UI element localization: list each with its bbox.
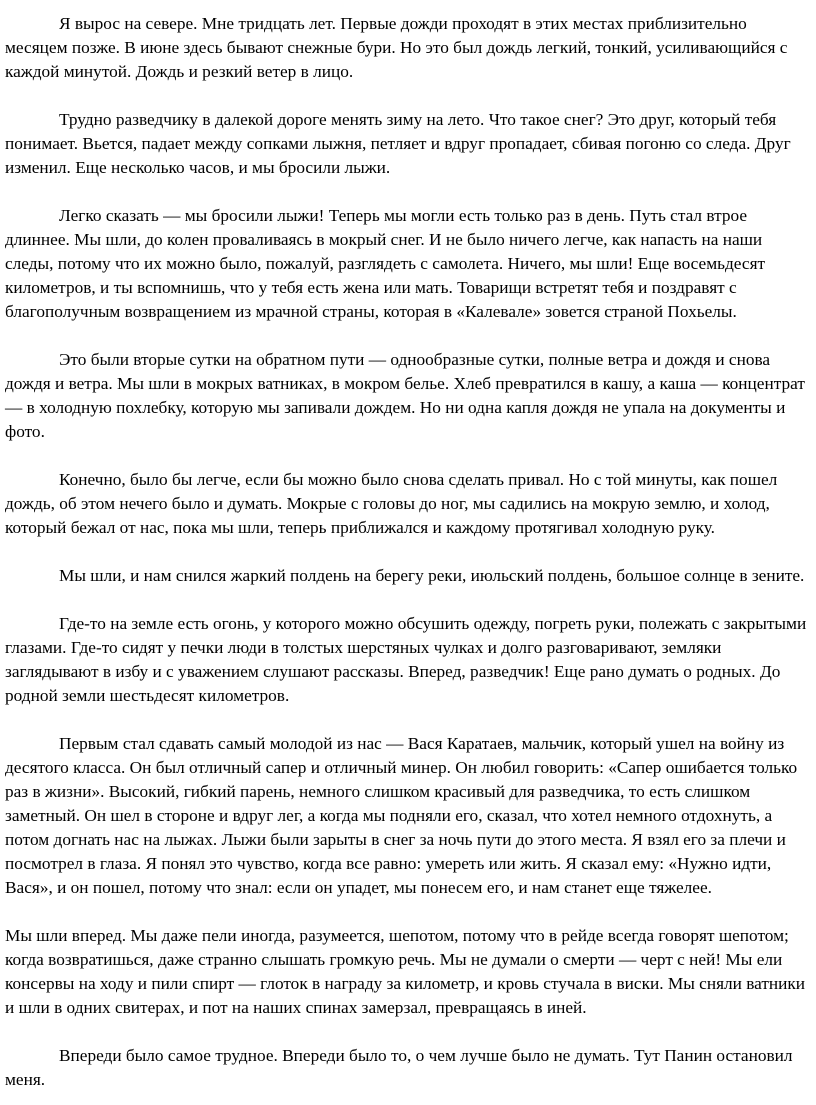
paragraph-9: Мы шли вперед. Мы даже пели иногда, разумеется, шепотом, потому что в рейде всегда говорят шепотом; когда возвратишься, даже странно слышать громкую речь. Мы не думали о смерти — черт с ней! Мы ели консервы на ходу и пили спирт — глоток в награду за километр, и кровь стучала в виски. Мы сняли ватники и шли в одних свитерах, и пот на наших спинах замерзал, превращаясь в иней. [5, 926, 806, 1017]
paragraph-5: Конечно, было бы легче, если бы можно было снова сделать привал. Но с той минуты, как пошел дождь, об этом нечего было и думать. Мокрые с головы до ног, мы садились на мокрую землю, и холод, который бежал от нас, пока мы шли, теперь приближался и каждому протягивал холодную руку. [5, 470, 778, 537]
paragraph-4: Это были вторые сутки на обратном пути — однообразные сутки, полные ветра и дождя и снова дождя и ветра. Мы шли в мокрых ватниках, в мокром белье. Хлеб превратился в кашу, а каша — концентрат — в холодную похлебку, которую мы запивали дождем. Но ни одна капля дождя не упала на документы и фото. [5, 350, 805, 441]
paragraph-6: Мы шли, и нам снился жаркий полдень на берегу реки, июльский полдень, большое солнце в зените. [59, 566, 805, 585]
paragraph-2: Трудно разведчику в далекой дороге менять зиму на лето. Что такое снег? Это друг, который тебя понимает. Вьется, падает между сопками лыжня, петляет и вдруг пропадает, сбивая погоню со следа. Друг изменил. Еще несколько часов, и мы бросили лыжи. [5, 110, 791, 177]
paragraph-1: Я вырос на севере. Мне тридцать лет. Первые дожди проходят в этих местах приблизительно месяцем позже. В июне здесь бывают снежные бури. Но это был дождь легкий, тонкий, усиливающийся с каждой минутой. Дождь и резкий ветер в лицо. [5, 14, 788, 81]
paragraph-10: Впереди было самое трудное. Впереди было то, о чем лучше было не думать. Тут Панин остановил меня. [5, 1046, 793, 1089]
paragraph-8: Первым стал сдавать самый молодой из нас — Вася Каратаев, мальчик, который ушел на войну из десятого класса. Он был отличный сапер и отличный минер. Он любил говорить: «Сапер ошибается только раз в жизни». Высокий, гибкий парень, немного слишком красивый для разведчика, то есть слишком заметный. Он шел в стороне и вдруг лег, а когда мы подняли его, сказал, что хотел немного отдохнуть, а потом догнать нас на лыжах. Лыжи были зарыты в снег за ночь пути до этого места. Я взял его за плечи и посмотрел в глаза. Я понял это чувство, когда все равно: умереть или жить. Я сказал ему: «Нужно идти, Вася», и он пошел, потому что знал: если он упадет, мы понесем его, и нам станет еще тяжелее. [5, 734, 798, 897]
paragraph-7: Где-то на земле есть огонь, у которого можно обсушить одежду, погреть руки, полежать с закрытыми глазами. Где-то сидят у печки люди в толстых шерстяных чулках и долго разговаривают, земляки заглядывают в избу и с уважением слушают рассказы. Вперед, разведчик! Еще рано думать о родных. До родной земли шестьдесят километров. [5, 614, 807, 705]
paragraph-3: Легко сказать — мы бросили лыжи! Теперь мы могли есть только раз в день. Путь стал втрое длиннее. Мы шли, до колен проваливаясь в мокрый снег. И не было ничего легче, как напасть на наши следы, потому что их можно было, пожалуй, разглядеть с самолета. Ничего, мы шли! Еще восемьдесят километров, и ты вспомнишь, что у тебя есть жена или мать. Товарищи встретят тебя и поздравят с благополучным возвращением из мрачной страны, которая в «Калевале» зовется страной Похьелы. [5, 206, 766, 321]
